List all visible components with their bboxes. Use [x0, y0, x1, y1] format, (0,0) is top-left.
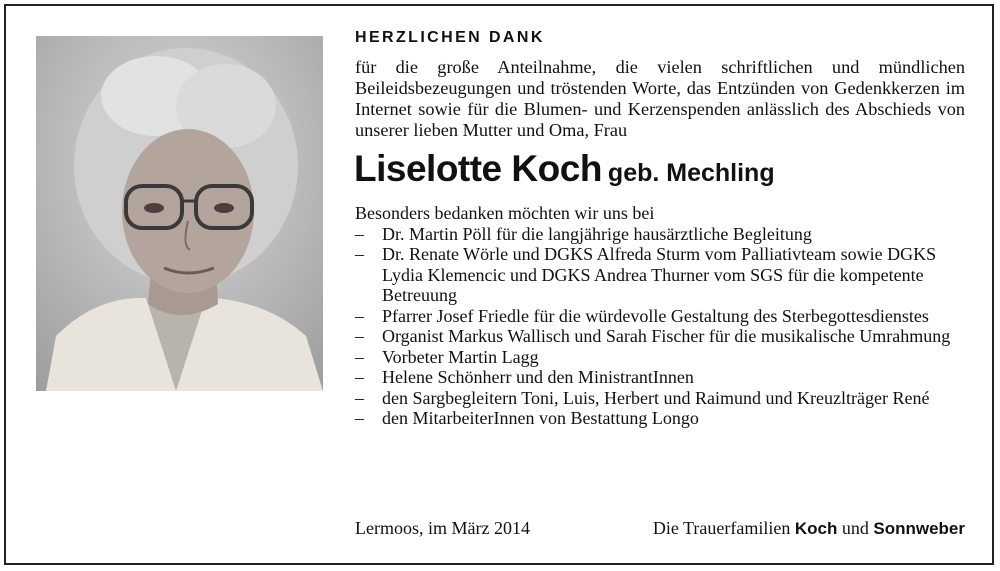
thanks-item: [355, 224, 965, 245]
portrait-photo: [36, 36, 323, 391]
family-name-2: Sonnweber: [873, 519, 965, 538]
thanks-lead: Besonders bedanken möchten wir uns bei: [355, 203, 655, 223]
thanks-item: [355, 244, 965, 306]
thanks-item: [355, 347, 965, 368]
list-dash: –: [355, 326, 364, 346]
list-dash: –: [355, 346, 364, 367]
deceased-name-line: [354, 147, 965, 199]
family-name-1: Koch: [794, 519, 838, 538]
thanks-item-text: Dr. Martin Pöll für die langjährige hausärztliche Begleitung: [382, 223, 812, 244]
thanks-item: [355, 367, 965, 388]
thanks-item: [355, 326, 965, 347]
maiden-name: geb. Mechling: [607, 159, 775, 187]
intro-text: für die große Anteilnahme, die vielen schriftlichen und mündlichen Beileidsbezeugungen und tröstenden Worte, das Entzünden von Gedenkkerzen im Internet sowie für die Blumen- und Kerzenspenden anlässlich des Abschieds von unserer lieben Mutter und Oma, Frau: [355, 57, 965, 140]
thanks-item-text: Vorbeter Martin Lagg: [382, 346, 539, 367]
list-dash: –: [355, 367, 364, 387]
deceased-name: Liselotte Koch: [354, 148, 602, 189]
thanks-item-text: Helene Schönherr und den MinistrantInnen: [382, 367, 694, 387]
thanks-item: [355, 408, 965, 429]
list-dash: –: [355, 387, 364, 408]
thanks-item-text: Pfarrer Josef Friedle für die würdevolle Gestaltung des Sterbegottesdienstes: [382, 305, 929, 326]
notice-heading: HERZLICHEN DANK: [355, 29, 545, 46]
list-dash: –: [355, 244, 364, 264]
thanks-list: [355, 224, 965, 429]
thanks-item: [355, 388, 965, 409]
place-date: Lermoos, im März 2014: [355, 518, 530, 538]
thanks-item-text: Organist Markus Wallisch und Sarah Fischer für die musikalische Umrahmung: [382, 326, 951, 346]
family-joiner: und: [841, 518, 869, 538]
list-dash: –: [355, 305, 364, 326]
portrait-illustration: [36, 36, 323, 391]
list-dash: –: [355, 408, 364, 428]
thanks-item: [355, 306, 965, 327]
family-prefix: Die Trauerfamilien: [652, 518, 791, 538]
notice-body: [355, 28, 965, 429]
thanks-item-text: den Sargbegleitern Toni, Luis, Herbert und Raimund und Kreuzlträger René: [382, 387, 930, 408]
thanks-item-text: Dr. Renate Wörle und DGKS Alfreda Sturm vom Palliativteam sowie DGKS Lydia Klemencic und DGKS Andrea Thurner vom SGS für die kompetente Betreuung: [382, 244, 937, 305]
thanks-item-text: den MitarbeiterInnen von Bestattung Longo: [382, 408, 699, 428]
family-signature: [653, 517, 965, 540]
list-dash: –: [355, 223, 364, 244]
